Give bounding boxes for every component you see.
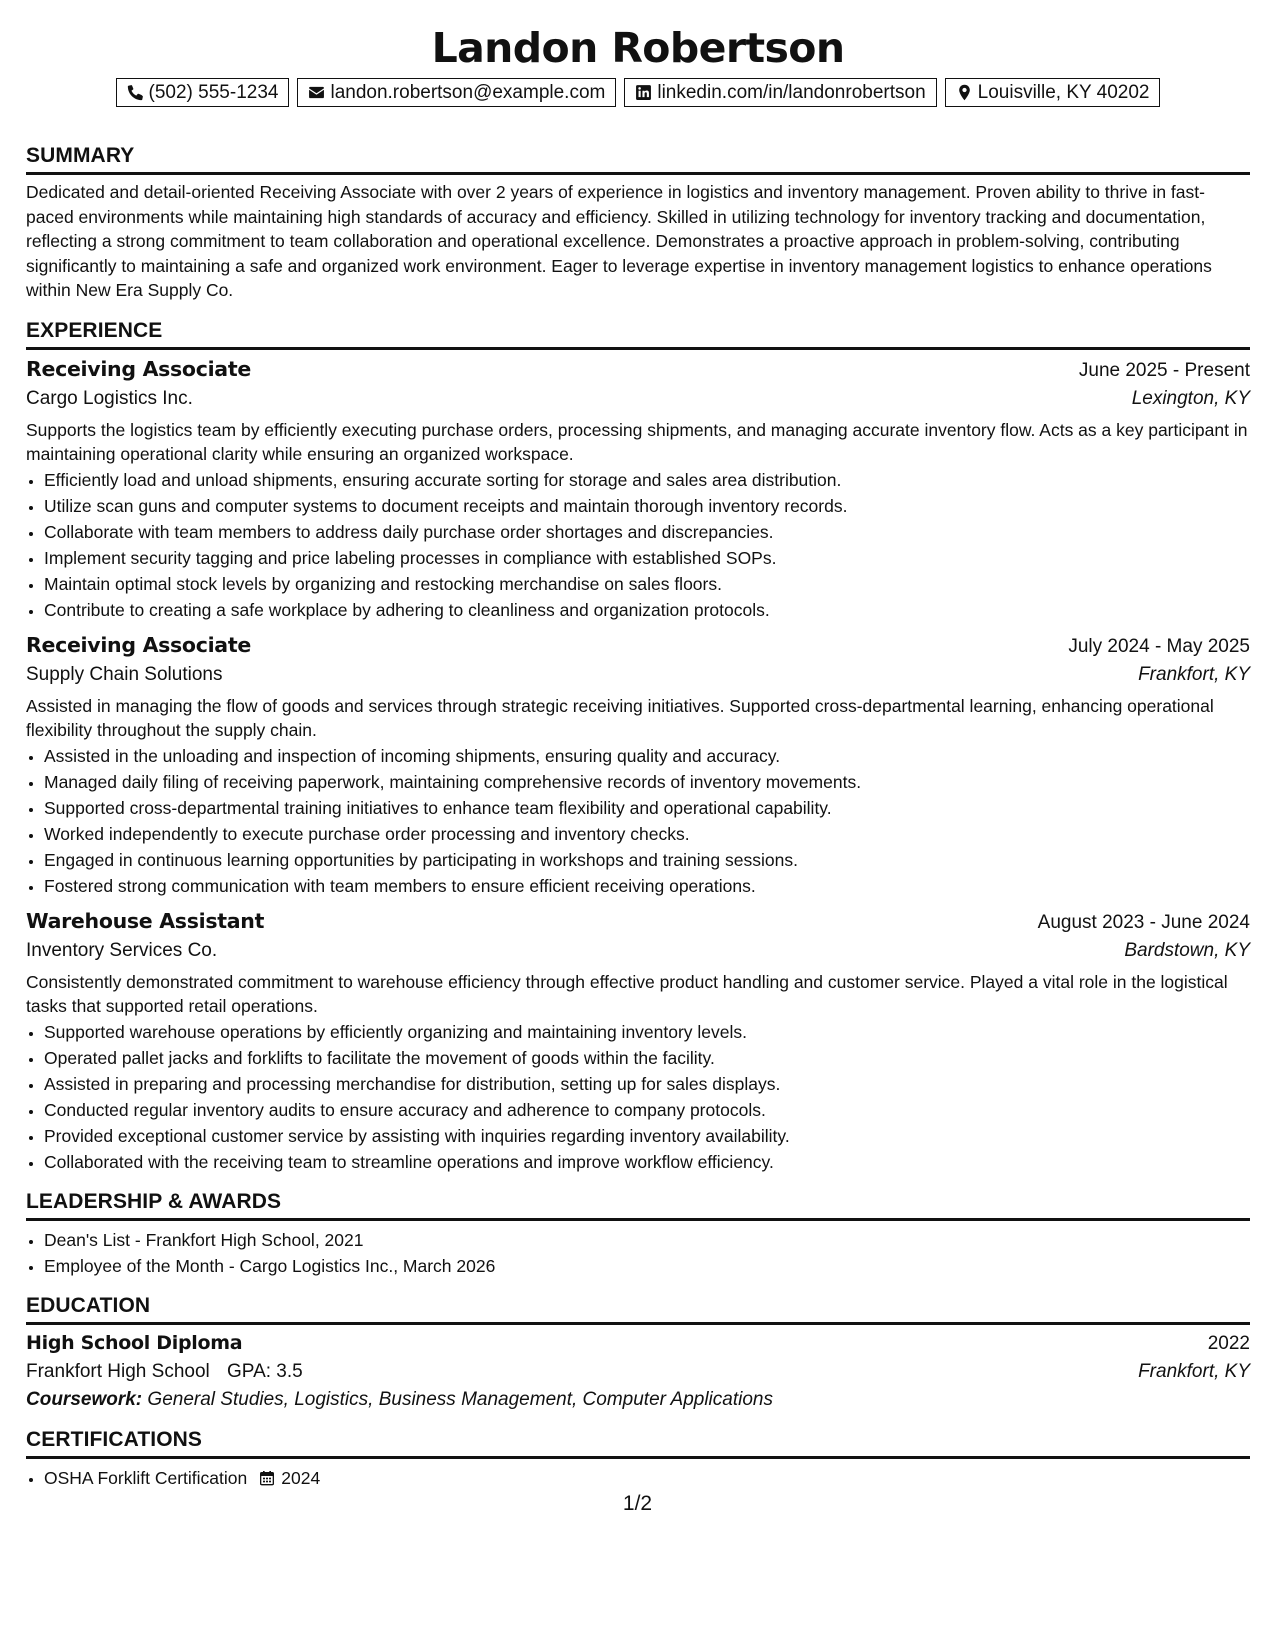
list-item: • Dean's List - Frankfort High School, 2021 (44, 1227, 1250, 1253)
page-number: 1/2 (622, 1492, 653, 1515)
list-item: • Supported cross-departmental training initiatives to enhance team flexibility and operational capability. (44, 795, 1250, 821)
education-entry (26, 1332, 1250, 1411)
list-item: • Collaborate with team members to address daily purchase order shortages and discrepancies. (44, 519, 1250, 545)
education-year: 2022 (1207, 1332, 1250, 1354)
list-item: • Engaged in continuous learning opportunities by participating in workshops and training sessions. (44, 847, 1250, 873)
job-description: Consistently demonstrated commitment to warehouse efficiency through effective product handling and customer service. Played a vital role in the logistical tasks that supported retail operations. (26, 971, 1228, 1016)
certifications-heading: CERTIFICATIONS (26, 1427, 1250, 1459)
job-dates: August 2023 - June 2024 (1037, 911, 1250, 933)
list-item: • Assisted in the unloading and inspection of incoming shipments, ensuring quality and accuracy. (44, 743, 1250, 769)
leadership-list (26, 1227, 1250, 1279)
list-item: • Managed daily filing of receiving paperwork, maintaining comprehensive records of inventory movements. (44, 769, 1250, 795)
certifications-list (26, 1465, 1250, 1491)
job-company: Cargo Logistics Inc. (26, 387, 193, 409)
certification-year: 2024 (281, 1467, 321, 1488)
list-item (44, 1465, 1250, 1491)
envelope-icon (308, 84, 325, 101)
contact-location (945, 78, 1161, 107)
job-entry (26, 909, 1250, 1175)
calendar-icon (259, 1470, 275, 1486)
list-item: • Implement security tagging and price labeling processes in compliance with established SOPs. (44, 545, 1250, 571)
job-title: Warehouse Assistant (26, 908, 265, 933)
job-title: Receiving Associate (26, 632, 251, 657)
contact-linkedin[interactable] (624, 78, 936, 107)
job-entry (26, 357, 1250, 623)
list-item: • Utilize scan guns and computer systems to document receipts and maintain thorough inventory records. (44, 493, 1250, 519)
certifications-section (26, 1427, 1250, 1491)
leadership-section (26, 1189, 1250, 1279)
list-item: • Fostered strong communication with team members to ensure efficient receiving operations. (44, 873, 1250, 899)
job-location: Lexington, KY (1131, 387, 1250, 409)
education-coursework (26, 1389, 1250, 1411)
email-text: landon.robertson@example.com (330, 82, 606, 103)
list-item: • Supported warehouse operations by efficiently organizing and maintaining inventory levels. (44, 1019, 1250, 1045)
list-item: • Worked independently to execute purchase order processing and inventory checks. (44, 821, 1250, 847)
certification-name: • OSHA Forklift Certification (44, 1467, 248, 1488)
linkedin-text: linkedin.com/in/landonrobertson (657, 82, 926, 103)
job-bullets (26, 1019, 1250, 1175)
job-description: Supports the logistics team by efficiently executing purchase orders, processing shipments, and managing accurate inventory flow. Acts as a key participant in maintaining operational clarity while ensuring an organized workspace. (26, 419, 1248, 464)
summary-section (26, 143, 1250, 303)
education-school: Frankfort High School (26, 1360, 210, 1382)
list-item: • Maintain optimal stock levels by organizing and restocking merchandise on sales floors. (44, 571, 1250, 597)
job-dates: July 2024 - May 2025 (1068, 635, 1250, 657)
phone-icon (127, 84, 144, 101)
contact-email[interactable] (297, 78, 616, 107)
job-location: Bardstown, KY (1124, 939, 1250, 961)
experience-heading: EXPERIENCE (26, 318, 1250, 350)
list-item: • Contribute to creating a safe workplace by adhering to cleanliness and organization protocols. (44, 597, 1250, 623)
list-item: • Employee of the Month - Cargo Logistics Inc., March 2026 (44, 1253, 1250, 1279)
contact-bar (26, 78, 1250, 107)
contact-phone[interactable] (116, 78, 290, 107)
education-heading: EDUCATION (26, 1293, 1250, 1325)
map-pin-icon (956, 84, 973, 101)
linkedin-icon (635, 84, 652, 101)
list-item: • Conducted regular inventory audits to ensure accuracy and adherence to company protocols. (44, 1097, 1250, 1123)
phone-text: (502) 555-1234 (148, 82, 279, 103)
list-item: • Efficiently load and unload shipments, ensuring accurate sorting for storage and sales area distribution. (44, 467, 1250, 493)
summary-heading: SUMMARY (26, 143, 1250, 175)
experience-section (26, 318, 1250, 1175)
list-item: • Operated pallet jacks and forklifts to facilitate the movement of goods within the facility. (44, 1045, 1250, 1071)
education-location: Frankfort, KY (1138, 1360, 1250, 1382)
leadership-heading: LEADERSHIP & AWARDS (26, 1189, 1250, 1221)
job-entry (26, 633, 1250, 899)
job-location: Frankfort, KY (1138, 663, 1250, 685)
list-item: • Provided exceptional customer service by assisting with inquiries regarding inventory availability. (44, 1123, 1250, 1149)
resume-page (26, 20, 1250, 1491)
job-bullets (26, 467, 1250, 623)
job-company: Supply Chain Solutions (26, 663, 223, 685)
education-gpa: GPA: 3.5 (227, 1360, 303, 1382)
education-degree: High School Diploma (26, 1331, 243, 1354)
list-item: • Collaborated with the receiving team to streamline operations and improve workflow efficiency. (44, 1149, 1250, 1175)
education-section (26, 1293, 1250, 1411)
job-title: Receiving Associate (26, 356, 251, 381)
job-company: Inventory Services Co. (26, 939, 218, 961)
list-item: • Assisted in preparing and processing merchandise for distribution, setting up for sales displays. (44, 1071, 1250, 1097)
job-bullets (26, 743, 1250, 899)
summary-text: Dedicated and detail-oriented Receiving Associate with over 2 years of experience in logistics and inventory management. Proven ability to thrive in fast-paced environments while maintaining high standards of accuracy and efficiency. Skilled in utilizing technology for inventory tracking and documentation, reflecting a strong commitment to team collaboration and operational excellence. Demonstrates a proactive approach in problem-solving, contributing significantly to maintaining a safe and organized work environment. Eager to leverage expertise in inventory management logistics to enhance operations within New Era Supply Co. (26, 182, 1212, 300)
job-description: Assisted in managing the flow of goods and services through strategic receiving initiatives. Supported cross-departmental learning, enhancing operational flexibility throughout the supply chain. (26, 695, 1214, 740)
location-text: Louisville, KY 40202 (977, 82, 1150, 103)
candidate-name: Landon Robertson (431, 24, 845, 72)
coursework-label: Coursework: (26, 1388, 143, 1410)
coursework-text: General Studies, Logistics, Business Management, Computer Applications (147, 1388, 773, 1410)
job-dates: June 2025 - Present (1078, 359, 1250, 381)
